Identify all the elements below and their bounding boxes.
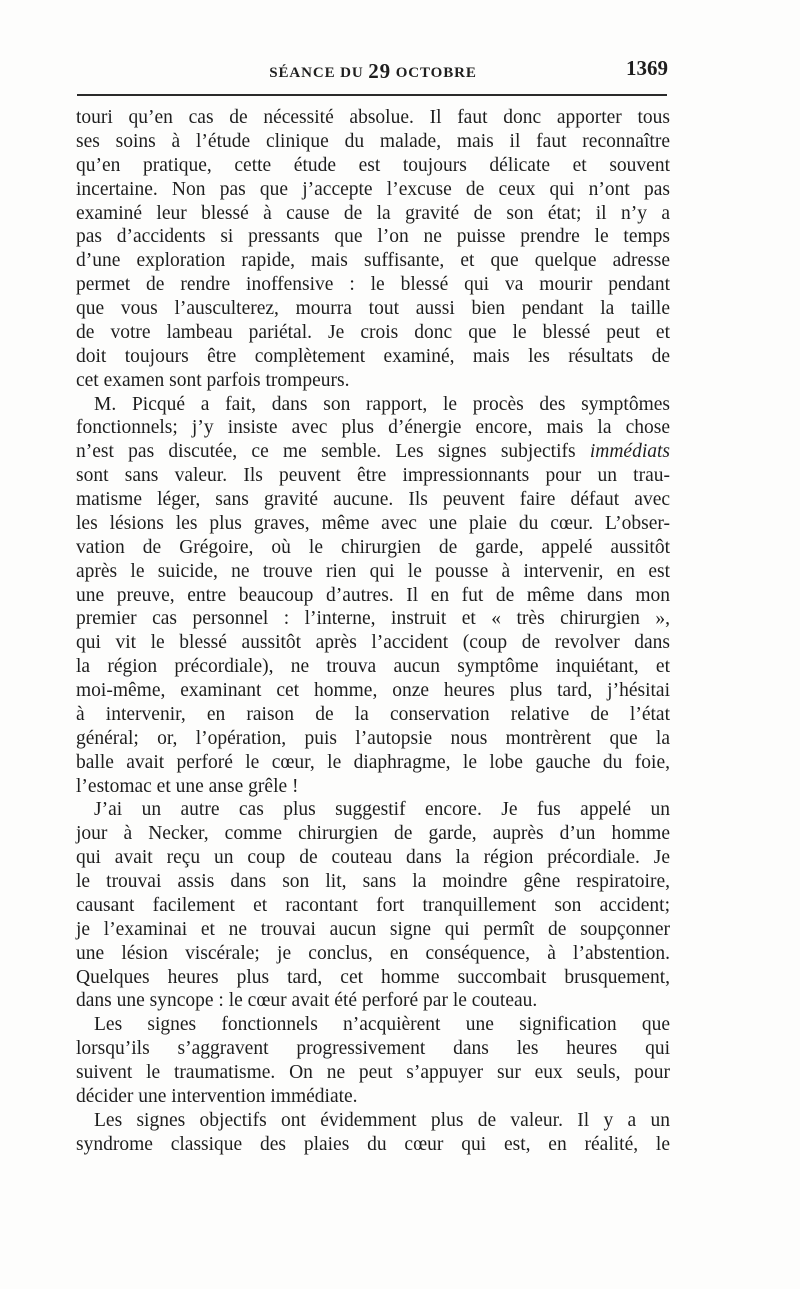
text-segment: n’est pas discutée, ce me semble. Les signes subjectifs xyxy=(76,441,576,463)
page-number: 1369 xyxy=(626,56,668,80)
text-line: je l’examinai et ne trouvai aucun signe qui permît de soupçonner xyxy=(76,918,670,940)
text-line: après le suicide, ne trouve rien qui le pousse à intervenir, en est xyxy=(76,560,670,582)
text-line: le trouvai assis dans son lit, sans la moindre gêne respiratoire, xyxy=(76,871,670,892)
text-line: examiné leur blessé à cause de la gravité de son état; il n’y a xyxy=(76,202,670,224)
text-line: une lésion viscérale; je conclus, en conséquence, à l’abstention. xyxy=(76,942,670,964)
text-line: Quelques heures plus tard, cet homme succombait brusquement, xyxy=(76,966,670,988)
text-line: premier cas personnel : l’interne, instruit et « très chirurgien », xyxy=(76,608,670,630)
text-line: moi-même, examinant cet homme, onze heures plus tard, j’hésitai xyxy=(76,680,670,701)
text-line: J’ai un autre cas plus suggestif encore. Je fus appelé un xyxy=(94,799,670,821)
text-line: sont sans valeur. Ils peuvent être impressionnants pour un trau- xyxy=(76,465,670,487)
text-line: qu’en pratique, cette étude est toujours délicate et souvent xyxy=(76,154,670,176)
text-line-with-italic xyxy=(76,440,670,464)
text-line: incertaine. Non pas que j’accepte l’excuse de ceux qui n’ont pas xyxy=(76,178,670,200)
text-line: d’une exploration rapide, mais suffisante, et que quelque adresse xyxy=(76,250,670,272)
text-line: doit toujours être complètement examiné, mais les résultats de xyxy=(76,345,670,367)
text-line: qui avait reçu un coup de couteau dans la région précordiale. Je xyxy=(76,847,670,869)
italic-word: immédiats xyxy=(589,441,671,463)
text-line: de votre lambeau pariétal. Je crois donc que le blessé peut et xyxy=(76,321,670,343)
text-line: jour à Necker, comme chirurgien de garde, auprès d’un homme xyxy=(76,823,670,845)
text-line: une preuve, entre beaucoup d’autres. Il en fut de même dans mon xyxy=(76,584,670,606)
text-line: dans une syncope : le cœur avait été perforé par le couteau. xyxy=(76,990,538,1012)
text-line: que vous l’ausculterez, mourra tout aussi bien pendant la taille xyxy=(76,298,670,319)
text-line: fonctionnels; j’y insiste avec plus d’énergie encore, mais la chose xyxy=(76,417,670,439)
head-title-part: SÉANCE DU xyxy=(269,65,369,81)
text-line: M. Picqué a fait, dans son rapport, le procès des symptômes xyxy=(94,393,670,415)
text-line: permet de rendre inoffensive : le blessé qui va mourir pendant xyxy=(76,274,670,296)
text-line: syndrome classique des plaies du cœur qui est, en réalité, le xyxy=(76,1133,670,1155)
text-line: Les signes objectifs ont évidemment plus de valeur. Il y a un xyxy=(94,1109,670,1131)
text-line: touri qu’en cas de nécessité absolue. Il faut donc apporter tous xyxy=(76,107,670,128)
text-line: général; or, l’opération, puis l’autopsie nous montrèrent que la xyxy=(76,727,670,749)
text-line: la région précordiale), ne trouva aucun symptôme inquiétant, et xyxy=(76,656,670,678)
text-line: à intervenir, en raison de la conservation relative de l’état xyxy=(76,703,670,725)
body-text xyxy=(76,106,670,1157)
running-head xyxy=(76,56,670,86)
text-line: les lésions les plus graves, même avec une plaie du cœur. L’obser- xyxy=(76,512,670,534)
text-line: matisme léger, sans gravité aucune. Ils peuvent faire défaut avec xyxy=(76,489,670,510)
header-rule xyxy=(77,94,667,96)
running-head-title xyxy=(76,58,670,83)
text-line: suivent le traumatisme. On ne peut s’appuyer sur eux seuls, pour xyxy=(76,1062,670,1083)
text-line: décider une intervention immédiate. xyxy=(76,1085,358,1107)
text-line: Les signes fonctionnels n’acquièrent une signification que xyxy=(94,1014,670,1036)
head-title-day: 29 xyxy=(368,59,392,83)
text-line: qui vit le blessé aussitôt après l’accident (coup de revolver dans xyxy=(76,632,670,654)
text-line: cet examen sont parfois trompeurs. xyxy=(76,369,350,391)
text-line: l’estomac et une anse grêle ! xyxy=(76,775,299,797)
text-line: pas d’accidents si pressants que l’on ne puisse prendre le temps xyxy=(76,226,670,248)
text-line: balle avait perforé le cœur, le diaphragme, le lobe gauche du foie, xyxy=(76,751,670,773)
head-title-part: OCTOBRE xyxy=(391,65,477,81)
text-line: lorsqu’ils s’aggravent progressivement dans les heures qui xyxy=(76,1038,670,1060)
text-line: causant facilement et racontant fort tranquillement son accident; xyxy=(76,894,670,916)
text-line: vation de Grégoire, où le chirurgien de garde, appelé aussitôt xyxy=(76,536,670,558)
text-line: ses soins à l’étude clinique du malade, mais il faut reconnaître xyxy=(76,130,670,152)
